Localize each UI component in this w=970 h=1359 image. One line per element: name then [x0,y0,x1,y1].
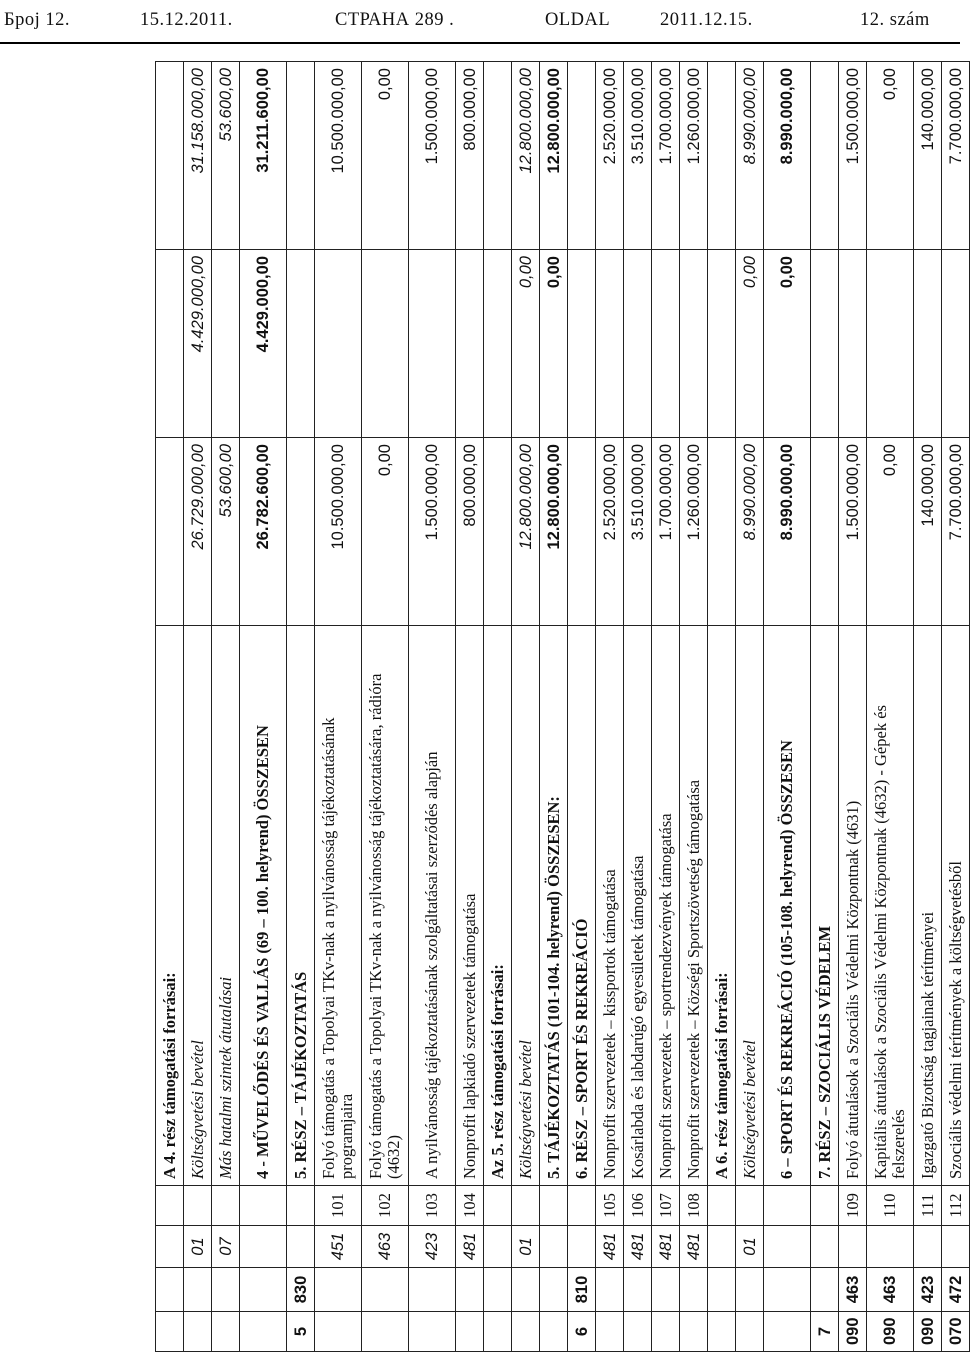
economic-class [568,1226,596,1268]
function-code [540,1312,568,1352]
amount-other: 0,00 [764,250,811,438]
economic-class: 481 [680,1226,708,1268]
position-number: 112 [942,1186,970,1226]
section-code [184,1268,212,1312]
amount-budget: 0,00 [867,438,914,626]
amount-other [811,250,839,438]
function-code: 6 [568,1312,596,1352]
section-code: 810 [568,1268,596,1312]
amount-budget [568,438,596,626]
amount-budget [484,438,512,626]
table-row [212,62,240,1352]
position-number: 105 [596,1186,624,1226]
economic-class: 451 [315,1226,362,1268]
budget-table-rotated [155,62,965,1352]
amount-other [212,250,240,438]
item-description: 6. RÉSZ – SPORT ÉS REKREÁCIÓ [568,626,596,1186]
table-row [942,62,970,1352]
amount-other: 4.429.000,00 [240,250,287,438]
position-number: 103 [409,1186,456,1226]
amount-budget: 26.729.000,00 [184,438,212,626]
amount-other [624,250,652,438]
amount-other [652,250,680,438]
function-code [184,1312,212,1352]
section-code [156,1268,184,1312]
position-number: 101 [315,1186,362,1226]
economic-class [156,1226,184,1268]
item-description: Nonprofit szervezetek – sportrendezvények támogatása [652,626,680,1186]
item-description: Más hatalmi szintek átutalásai [212,626,240,1186]
position-number: 109 [839,1186,867,1226]
section-code [680,1268,708,1312]
amount-budget: 1.260.000,00 [680,438,708,626]
amount-total: 53.600,00 [212,62,240,250]
position-number [156,1186,184,1226]
amount-budget: 3.510.000,00 [624,438,652,626]
table-row [512,62,540,1352]
amount-total: 1.700.000,00 [652,62,680,250]
table-row [568,62,596,1352]
amount-other: 0,00 [736,250,764,438]
amount-budget: 53.600,00 [212,438,240,626]
economic-class: 481 [652,1226,680,1268]
function-code [315,1312,362,1352]
item-description: Folyó támogatás a Topolyai TKv-nak a nyilvánosság tájékoztatására, rádióra (4632) [362,626,409,1186]
economic-class [484,1226,512,1268]
section-code [624,1268,652,1312]
section-code [456,1268,484,1312]
amount-total [811,62,839,250]
amount-total: 1.500.000,00 [839,62,867,250]
item-description: 4 - MŰVELŐDÉS ÉS VALLÁS (69 – 100. helyrend) ÖSSZESEN [240,626,287,1186]
function-code: 090 [839,1312,867,1352]
amount-budget: 12.800.000,00 [512,438,540,626]
item-description: Szociális védelmi térítmények a költségvetésből [942,626,970,1186]
function-code [240,1312,287,1352]
amount-total: 8.990.000,00 [764,62,811,250]
function-code [512,1312,540,1352]
section-code [315,1268,362,1312]
function-code [652,1312,680,1352]
issue-number-hu: 12. szám [860,10,930,30]
item-description: Nonprofit szervezetek – kissportok támogatása [596,626,624,1186]
section-code [596,1268,624,1312]
position-number [568,1186,596,1226]
item-description: 6 – SPORT ÉS REKREÁCIÓ (105-108. helyrend) ÖSSZESEN [764,626,811,1186]
amount-total: 800.000,00 [456,62,484,250]
position-number: 110 [867,1186,914,1226]
amount-other [156,250,184,438]
table-row [867,62,914,1352]
position-number [484,1186,512,1226]
item-description: Költségvetési bevétel [184,626,212,1186]
economic-class: 481 [456,1226,484,1268]
function-code [362,1312,409,1352]
amount-other [942,250,970,438]
economic-class [942,1226,970,1268]
table-row [624,62,652,1352]
section-code [708,1268,736,1312]
position-number: 108 [680,1186,708,1226]
table-body [156,62,970,1352]
section-code [811,1268,839,1312]
function-code [708,1312,736,1352]
amount-budget: 140.000,00 [914,438,942,626]
section-code [512,1268,540,1312]
amount-other: 0,00 [512,250,540,438]
economic-class [708,1226,736,1268]
amount-budget [156,438,184,626]
function-code [409,1312,456,1352]
table-row [708,62,736,1352]
table-row [764,62,811,1352]
section-code [736,1268,764,1312]
position-number: 111 [914,1186,942,1226]
economic-class: 01 [512,1226,540,1268]
section-code [362,1268,409,1312]
function-code [624,1312,652,1352]
section-code [240,1268,287,1312]
item-description: A 4. rész támogatási forrásai: [156,626,184,1186]
amount-other: 4.429.000,00 [184,250,212,438]
section-code: 463 [839,1268,867,1312]
table-row [362,62,409,1352]
position-number [764,1186,811,1226]
item-description: Kosárlabda és labdarúgó egyesületek támogatása [624,626,652,1186]
amount-total: 2.520.000,00 [596,62,624,250]
position-number [184,1186,212,1226]
table-row [315,62,362,1352]
function-code [456,1312,484,1352]
section-code [484,1268,512,1312]
section-code [409,1268,456,1312]
position-number [540,1186,568,1226]
table-row [914,62,942,1352]
function-code [736,1312,764,1352]
amount-total [287,62,315,250]
item-description: 5. TÁJÉKOZTATÁS (101-104. helyrend) ÖSSZESEN: [540,626,568,1186]
table-row [287,62,315,1352]
economic-class: 01 [736,1226,764,1268]
date-hu: 2011.12.15. [660,10,753,30]
amount-total: 12.800.000,00 [512,62,540,250]
table-row [736,62,764,1352]
table-row [240,62,287,1352]
amount-other: 0,00 [540,250,568,438]
amount-other [362,250,409,438]
economic-class: 423 [409,1226,456,1268]
function-code [484,1312,512,1352]
item-description: A 6. rész támogatási forrásai: [708,626,736,1186]
function-code [764,1312,811,1352]
amount-other [315,250,362,438]
position-number [287,1186,315,1226]
amount-budget: 800.000,00 [456,438,484,626]
item-description: Nonprofit szervezetek – Községi Sportszövetség támogatása [680,626,708,1186]
table-row [596,62,624,1352]
economic-class: 01 [184,1226,212,1268]
amount-budget: 8.990.000,00 [764,438,811,626]
position-number: 106 [624,1186,652,1226]
table-row [456,62,484,1352]
economic-class [867,1226,914,1268]
amount-budget: 0,00 [362,438,409,626]
budget-table [155,61,970,1352]
position-number: 102 [362,1186,409,1226]
position-number [811,1186,839,1226]
function-code [596,1312,624,1352]
position-number: 104 [456,1186,484,1226]
economic-class [287,1226,315,1268]
position-number [512,1186,540,1226]
section-code [540,1268,568,1312]
date-sr: 15.12.2011. [140,10,233,30]
table-row [409,62,456,1352]
amount-budget: 12.800.000,00 [540,438,568,626]
amount-budget [708,438,736,626]
economic-class [764,1226,811,1268]
item-description: Költségvetési bevétel [736,626,764,1186]
amount-other [287,250,315,438]
economic-class [839,1226,867,1268]
amount-other [484,250,512,438]
amount-budget: 2.520.000,00 [596,438,624,626]
function-code: 090 [914,1312,942,1352]
amount-other [596,250,624,438]
amount-total [708,62,736,250]
amount-total: 0,00 [867,62,914,250]
economic-class: 07 [212,1226,240,1268]
amount-total: 7.700.000,00 [942,62,970,250]
economic-class [914,1226,942,1268]
economic-class [540,1226,568,1268]
amount-other [839,250,867,438]
amount-budget: 1.500.000,00 [839,438,867,626]
economic-class: 481 [596,1226,624,1268]
amount-total: 140.000,00 [914,62,942,250]
amount-budget: 7.700.000,00 [942,438,970,626]
function-code [680,1312,708,1352]
amount-budget: 10.500.000,00 [315,438,362,626]
section-code [764,1268,811,1312]
position-number [212,1186,240,1226]
economic-class [240,1226,287,1268]
amount-budget [287,438,315,626]
page-number-sr: СТРАНА 289 . [335,10,455,30]
table-row [184,62,212,1352]
section-code: 423 [914,1268,942,1312]
table-row [540,62,568,1352]
table-row [652,62,680,1352]
page-header [0,0,960,44]
amount-other [914,250,942,438]
section-code: 472 [942,1268,970,1312]
item-description: Nonprofit lapkiadó szervezetek támogatása [456,626,484,1186]
section-code: 463 [867,1268,914,1312]
section-code [652,1268,680,1312]
item-description: A nyilvánosság tájékoztatásának szolgáltatásai szerződés alapján [409,626,456,1186]
section-code: 830 [287,1268,315,1312]
amount-total: 10.500.000,00 [315,62,362,250]
table-row [156,62,184,1352]
position-number [240,1186,287,1226]
page-label-hu: OLDAL [545,10,611,30]
issue-number-sr: Број 12. [4,10,71,30]
amount-budget: 8.990.000,00 [736,438,764,626]
amount-other [568,250,596,438]
item-description: Folyó átutalások a Szociális Védelmi Központnak (4631) [839,626,867,1186]
section-code [212,1268,240,1312]
economic-class: 463 [362,1226,409,1268]
amount-other [409,250,456,438]
economic-class [811,1226,839,1268]
item-description: Kapitális átutalások a Szociális Védelmi Központnak (4632) - Gépek és felszerelés [867,626,914,1186]
position-number [736,1186,764,1226]
amount-total: 31.158.000,00 [184,62,212,250]
amount-total: 31.211.600,00 [240,62,287,250]
amount-budget [811,438,839,626]
table-row [839,62,867,1352]
amount-total [484,62,512,250]
amount-total [156,62,184,250]
amount-total: 12.800.000,00 [540,62,568,250]
amount-other [456,250,484,438]
amount-total: 0,00 [362,62,409,250]
amount-other [867,250,914,438]
function-code: 070 [942,1312,970,1352]
position-number [708,1186,736,1226]
amount-total: 1.500.000,00 [409,62,456,250]
item-description: Az 5. rész támogatási forrásai: [484,626,512,1186]
item-description: Igazgató Bizottság tagjainak térítményei [914,626,942,1186]
amount-total [568,62,596,250]
function-code [212,1312,240,1352]
function-code: 5 [287,1312,315,1352]
amount-total: 1.260.000,00 [680,62,708,250]
amount-other [708,250,736,438]
economic-class: 481 [624,1226,652,1268]
item-description: Költségvetési bevétel [512,626,540,1186]
amount-total: 8.990.000,00 [736,62,764,250]
amount-budget: 1.500.000,00 [409,438,456,626]
amount-total: 3.510.000,00 [624,62,652,250]
item-description: Folyó támogatás a Topolyai TKv-nak a nyilvánosság tájékoztatásának programjaira [315,626,362,1186]
function-code: 090 [867,1312,914,1352]
table-row [680,62,708,1352]
amount-budget: 1.700.000,00 [652,438,680,626]
item-description: 7. RÉSZ – SZOCIÁLIS VÉDELEM [811,626,839,1186]
function-code [156,1312,184,1352]
item-description: 5. RÉSZ – TÁJÉKOZTATÁS [287,626,315,1186]
amount-other [680,250,708,438]
amount-budget: 26.782.600,00 [240,438,287,626]
function-code: 7 [811,1312,839,1352]
table-row [811,62,839,1352]
position-number: 107 [652,1186,680,1226]
table-row [484,62,512,1352]
